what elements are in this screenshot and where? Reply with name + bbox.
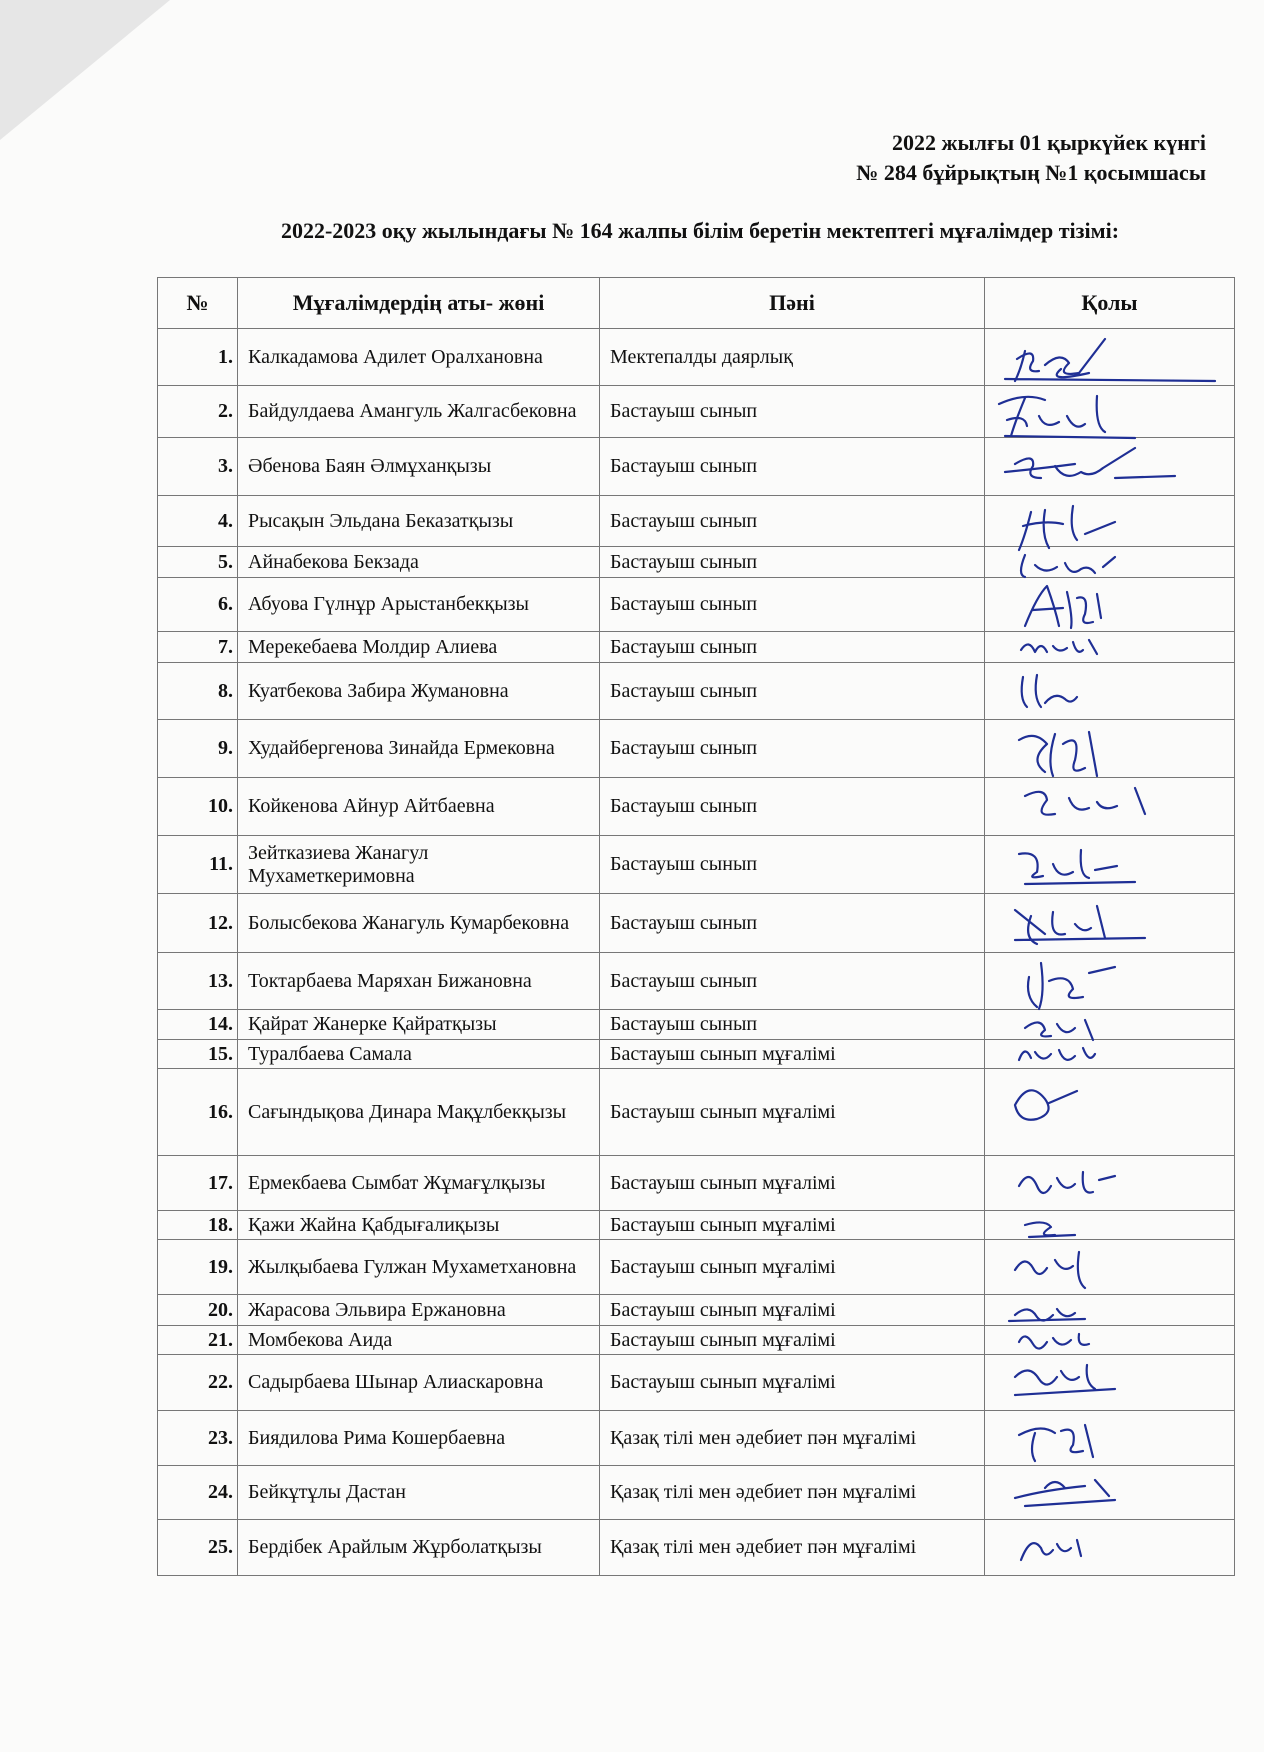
row-number: 18. bbox=[158, 1211, 238, 1240]
teacher-name: Жылқыбаева Гулжан Мухаметхановна bbox=[238, 1240, 600, 1295]
signature-scribble bbox=[985, 329, 1234, 385]
row-number: 17. bbox=[158, 1156, 238, 1211]
table-row bbox=[158, 1010, 1235, 1040]
table-row bbox=[158, 632, 1235, 663]
table-row bbox=[158, 836, 1235, 894]
teacher-signature bbox=[985, 1295, 1235, 1326]
signature-scribble bbox=[985, 953, 1234, 1009]
table-row bbox=[158, 894, 1235, 953]
signature-scribble bbox=[985, 1520, 1234, 1575]
row-number: 5. bbox=[158, 547, 238, 578]
teacher-subject: Бастауыш сынып bbox=[600, 836, 985, 894]
teachers-table bbox=[157, 277, 1235, 1576]
signature-scribble bbox=[985, 1411, 1234, 1465]
signature-scribble bbox=[985, 778, 1234, 835]
table-row bbox=[158, 1040, 1235, 1069]
teacher-name: Койкенова Айнур Айтбаевна bbox=[238, 778, 600, 836]
row-number: 23. bbox=[158, 1411, 238, 1466]
teacher-signature bbox=[985, 894, 1235, 953]
teacher-subject: Бастауыш сынып мұғалімі bbox=[600, 1295, 985, 1326]
table-row bbox=[158, 1240, 1235, 1295]
teacher-subject: Бастауыш сынып мұғалімі bbox=[600, 1069, 985, 1156]
signature-scribble bbox=[985, 386, 1234, 437]
table-row bbox=[158, 329, 1235, 386]
teacher-signature bbox=[985, 1411, 1235, 1466]
teacher-name: Сағындықова Динара Мақұлбекқызы bbox=[238, 1069, 600, 1156]
teacher-subject: Бастауыш сынып bbox=[600, 953, 985, 1010]
row-number: 7. bbox=[158, 632, 238, 663]
teacher-name: Туралбаева Самала bbox=[238, 1040, 600, 1069]
signature-scribble bbox=[985, 1211, 1234, 1239]
teacher-subject: Қазақ тілі мен әдебиет пән мұғалімі bbox=[600, 1520, 985, 1576]
teacher-name: Худайбергенова Зинайда Ермековна bbox=[238, 720, 600, 778]
teacher-signature bbox=[985, 386, 1235, 438]
teacher-subject: Қазақ тілі мен әдебиет пән мұғалімі bbox=[600, 1466, 985, 1520]
table-row bbox=[158, 1069, 1235, 1156]
row-number: 8. bbox=[158, 663, 238, 720]
row-number: 10. bbox=[158, 778, 238, 836]
teacher-subject: Бастауыш сынып bbox=[600, 438, 985, 496]
row-number: 24. bbox=[158, 1466, 238, 1520]
teacher-name: Жарасова Эльвира Ержановна bbox=[238, 1295, 600, 1326]
teacher-signature bbox=[985, 1211, 1235, 1240]
column-header-name: Мұғалімдердің аты- жөні bbox=[238, 278, 600, 329]
row-number: 14. bbox=[158, 1010, 238, 1040]
signature-scribble bbox=[985, 547, 1234, 577]
teacher-subject: Бастауыш сынып bbox=[600, 778, 985, 836]
signature-scribble bbox=[985, 1156, 1234, 1210]
signature-scribble bbox=[985, 1240, 1234, 1294]
signature-scribble bbox=[985, 1010, 1234, 1039]
signature-scribble bbox=[985, 438, 1234, 495]
table-row bbox=[158, 386, 1235, 438]
teacher-subject: Мектепалды даярлық bbox=[600, 329, 985, 386]
teacher-signature bbox=[985, 953, 1235, 1010]
teacher-signature bbox=[985, 1040, 1235, 1069]
teacher-subject: Қазақ тілі мен әдебиет пән мұғалімі bbox=[600, 1411, 985, 1466]
teacher-signature bbox=[985, 663, 1235, 720]
teacher-subject: Бастауыш сынып bbox=[600, 547, 985, 578]
teacher-name: Биядилова Рима Кошербаевна bbox=[238, 1411, 600, 1466]
column-header-number: № bbox=[158, 278, 238, 329]
row-number: 19. bbox=[158, 1240, 238, 1295]
teacher-subject: Бастауыш сынып мұғалімі bbox=[600, 1240, 985, 1295]
signature-scribble bbox=[985, 578, 1234, 631]
teacher-subject: Бастауыш сынып мұғалімі bbox=[600, 1211, 985, 1240]
teacher-name: Момбекова Аида bbox=[238, 1326, 600, 1355]
signature-scribble bbox=[985, 1069, 1234, 1155]
teacher-subject: Бастауыш сынып bbox=[600, 386, 985, 438]
table-row bbox=[158, 1326, 1235, 1355]
table-row bbox=[158, 663, 1235, 720]
teacher-subject: Бастауыш сынып мұғалімі bbox=[600, 1040, 985, 1069]
row-number: 9. bbox=[158, 720, 238, 778]
teacher-name: Болысбекова Жанагуль Кумарбековна bbox=[238, 894, 600, 953]
teacher-subject: Бастауыш сынып bbox=[600, 663, 985, 720]
teacher-signature bbox=[985, 1355, 1235, 1411]
teacher-name: Ермекбаева Сымбат Жұмағұлқызы bbox=[238, 1156, 600, 1211]
teacher-signature bbox=[985, 547, 1235, 578]
teacher-name: Айнабекова Бекзада bbox=[238, 547, 600, 578]
row-number: 1. bbox=[158, 329, 238, 386]
teacher-signature bbox=[985, 778, 1235, 836]
signature-scribble bbox=[985, 1295, 1234, 1325]
row-number: 16. bbox=[158, 1069, 238, 1156]
teacher-signature bbox=[985, 1240, 1235, 1295]
row-number: 13. bbox=[158, 953, 238, 1010]
table-row bbox=[158, 1355, 1235, 1411]
table-row bbox=[158, 1466, 1235, 1520]
teacher-signature bbox=[985, 1010, 1235, 1040]
signature-scribble bbox=[985, 1355, 1234, 1410]
row-number: 11. bbox=[158, 836, 238, 894]
signature-scribble bbox=[985, 1040, 1234, 1068]
row-number: 25. bbox=[158, 1520, 238, 1576]
teacher-signature bbox=[985, 578, 1235, 632]
teacher-subject: Бастауыш сынып bbox=[600, 1010, 985, 1040]
table-row bbox=[158, 1211, 1235, 1240]
teacher-name: Бейкұтұлы Дастан bbox=[238, 1466, 600, 1520]
teacher-name: Байдулдаева Амангуль Жалгасбековна bbox=[238, 386, 600, 438]
teacher-name: Қажи Жайна Қабдығалиқызы bbox=[238, 1211, 600, 1240]
signature-scribble bbox=[985, 1466, 1234, 1519]
table-row bbox=[158, 496, 1235, 547]
table-row bbox=[158, 1156, 1235, 1211]
row-number: 21. bbox=[158, 1326, 238, 1355]
signature-scribble bbox=[985, 1326, 1234, 1354]
teacher-signature bbox=[985, 836, 1235, 894]
table-row bbox=[158, 778, 1235, 836]
teacher-subject: Бастауыш сынып bbox=[600, 894, 985, 953]
row-number: 2. bbox=[158, 386, 238, 438]
signature-scribble bbox=[985, 720, 1234, 777]
teacher-signature bbox=[985, 496, 1235, 547]
teacher-name: Рысақын Эльдана Беказатқызы bbox=[238, 496, 600, 547]
table-row bbox=[158, 1411, 1235, 1466]
document-title: 2022-2023 оқу жылындағы № 164 жалпы білім беретін мектептегі мұғалімдер тізімі: bbox=[280, 218, 1120, 243]
row-number: 22. bbox=[158, 1355, 238, 1411]
teacher-subject: Бастауыш сынып bbox=[600, 578, 985, 632]
table-row bbox=[158, 1295, 1235, 1326]
teacher-signature bbox=[985, 329, 1235, 386]
teacher-name: Бердібек Арайлым Жұрболатқызы bbox=[238, 1520, 600, 1576]
teacher-signature bbox=[985, 438, 1235, 496]
teacher-name: Мерекебаева Молдир Алиева bbox=[238, 632, 600, 663]
teacher-name: Куатбекова Забира Жумановна bbox=[238, 663, 600, 720]
table-header-row bbox=[158, 278, 1235, 329]
teacher-signature bbox=[985, 1069, 1235, 1156]
teacher-signature bbox=[985, 1520, 1235, 1576]
teacher-subject: Бастауыш сынып bbox=[600, 720, 985, 778]
table-row bbox=[158, 438, 1235, 496]
teacher-signature bbox=[985, 632, 1235, 663]
signature-scribble bbox=[985, 836, 1234, 893]
teacher-name: Садырбаева Шынар Алиаскаровна bbox=[238, 1355, 600, 1411]
row-number: 6. bbox=[158, 578, 238, 632]
teacher-subject: Бастауыш сынып мұғалімі bbox=[600, 1156, 985, 1211]
teacher-name: Қайрат Жанерке Қайратқызы bbox=[238, 1010, 600, 1040]
signature-scribble bbox=[985, 496, 1234, 546]
row-number: 12. bbox=[158, 894, 238, 953]
teacher-subject: Бастауыш сынып мұғалімі bbox=[600, 1355, 985, 1411]
teacher-name: Калкадамова Адилет Оралхановна bbox=[238, 329, 600, 386]
column-header-subject: Пәні bbox=[600, 278, 985, 329]
page-fold bbox=[0, 0, 170, 140]
row-number: 20. bbox=[158, 1295, 238, 1326]
row-number: 15. bbox=[158, 1040, 238, 1069]
teacher-name: Әбенова Баян Әлмұханқызы bbox=[238, 438, 600, 496]
teacher-signature bbox=[985, 1466, 1235, 1520]
column-header-signature: Қолы bbox=[985, 278, 1235, 329]
row-number: 4. bbox=[158, 496, 238, 547]
table-row bbox=[158, 578, 1235, 632]
table-row bbox=[158, 547, 1235, 578]
teacher-subject: Бастауыш сынып bbox=[600, 496, 985, 547]
header-date-line: 2022 жылғы 01 қыркүйек күнгі bbox=[892, 130, 1206, 155]
table-row bbox=[158, 720, 1235, 778]
teacher-signature bbox=[985, 1326, 1235, 1355]
document-header bbox=[856, 128, 1206, 188]
table-row bbox=[158, 953, 1235, 1010]
teacher-subject: Бастауыш сынып bbox=[600, 632, 985, 663]
teacher-subject: Бастауыш сынып мұғалімі bbox=[600, 1326, 985, 1355]
table-row bbox=[158, 1520, 1235, 1576]
teacher-signature bbox=[985, 1156, 1235, 1211]
header-order-line: № 284 бұйрықтың №1 қосымшасы bbox=[856, 160, 1206, 185]
teacher-name: Токтарбаева Маряхан Бижановна bbox=[238, 953, 600, 1010]
signature-scribble bbox=[985, 663, 1234, 719]
row-number: 3. bbox=[158, 438, 238, 496]
teacher-signature bbox=[985, 720, 1235, 778]
signature-scribble bbox=[985, 894, 1234, 952]
teacher-name: Зейтказиева Жанагул Мухаметкеримовна bbox=[238, 836, 600, 894]
signature-scribble bbox=[985, 632, 1234, 662]
teacher-name: Абуова Гүлнұр Арыстанбекқызы bbox=[238, 578, 600, 632]
